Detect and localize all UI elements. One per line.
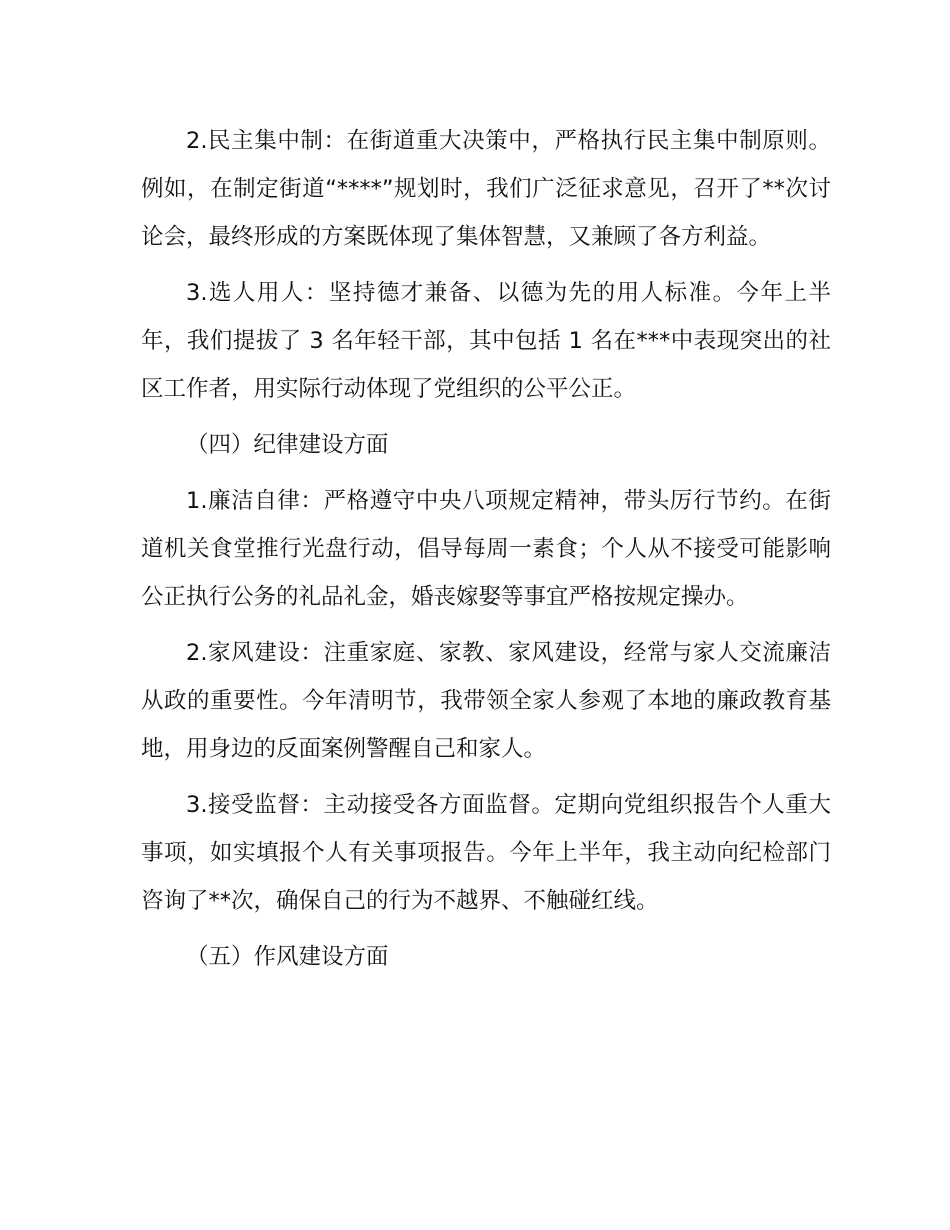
paragraph-integrity: 1.廉洁自律：严格遵守中央八项规定精神，带头厉行节约。在街道机关食堂推行光盘行动，倡导每周一素食；个人从不接受可能影响公正执行公务的礼品礼金，婚丧嫁娶等事宜严格按规定操办。 <box>141 488 831 610</box>
paragraph-family-style: 2.家风建设：注重家庭、家教、家风建设，经常与家人交流廉洁从政的重要性。今年清明节，我带领全家人参观了本地的廉政教育基地，用身边的反面案例警醒自己和家人。 <box>141 640 831 762</box>
paragraph-supervision: 3.接受监督：主动接受各方面监督。定期向党组织报告个人重大事项，如实填报个人有关事项报告。今年上半年，我主动向纪检部门咨询了**次，确保自己的行为不越界、不触碰红线。 <box>141 792 831 914</box>
paragraph-democratic-centralism: 2.民主集中制：在街道重大决策中，严格执行民主集中制原则。例如，在制定街道“****”规划时，我们广泛征求意见，召开了**次讨论会，最终形成的方案既体现了集体智慧，又兼顾了各方利益。 <box>141 128 831 250</box>
paragraph-personnel-selection: 3.选人用人：坚持德才兼备、以德为先的用人标准。今年上半年，我们提拔了 3 名年轻干部，其中包括 1 名在***中表现突出的社区工作者，用实际行动体现了党组织的公平公正。 <box>141 280 831 402</box>
document-body <box>141 117 831 989</box>
section-heading-discipline: （四）纪律建设方面 <box>186 432 389 458</box>
section-heading-work-style: （五）作风建设方面 <box>186 944 389 970</box>
